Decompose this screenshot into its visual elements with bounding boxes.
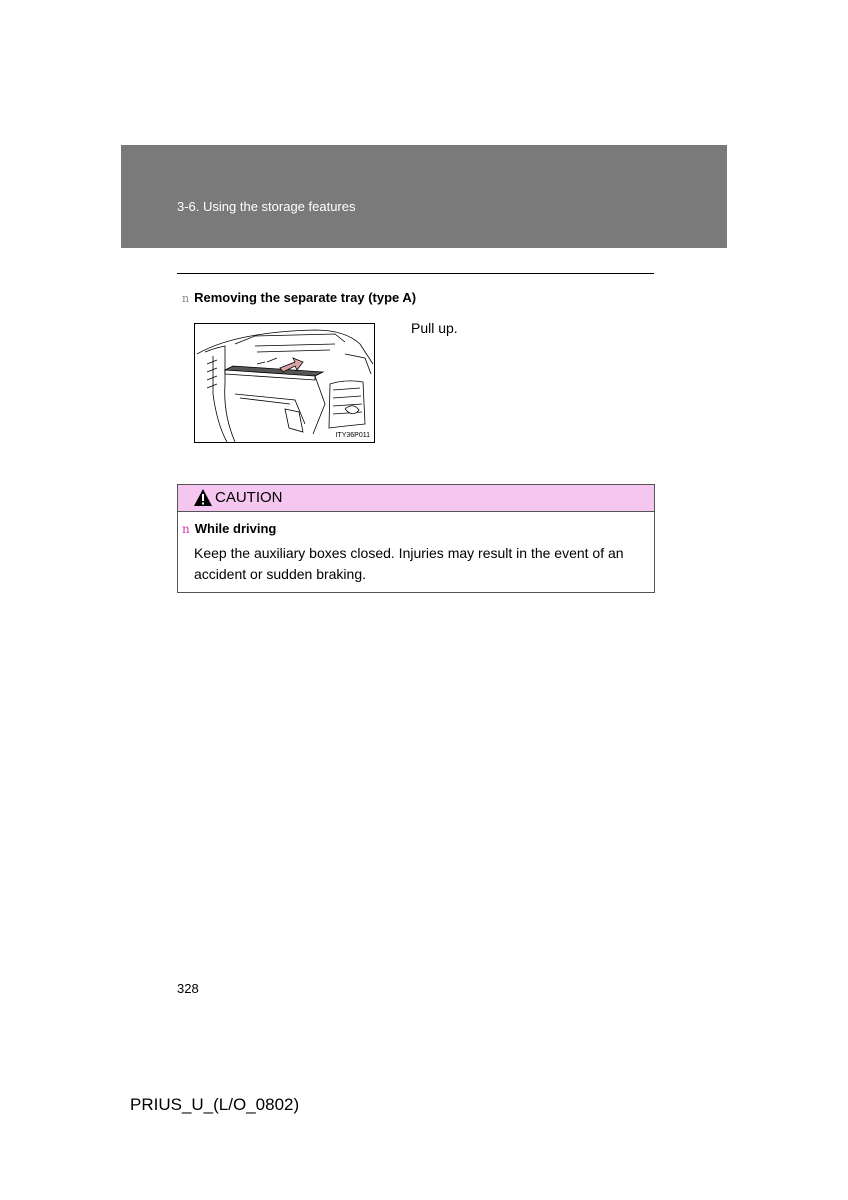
caution-header — [178, 485, 654, 512]
caution-body-text: Keep the auxiliary boxes closed. Injuries may result in the event of an accident or sudden braking. — [194, 545, 624, 582]
section-heading — [182, 290, 416, 305]
section-divider — [177, 273, 654, 274]
figure-code: ITY36P011 — [335, 432, 370, 439]
section-heading-text: Removing the separate tray (type A) — [194, 290, 417, 305]
section-title: 3-6. Using the storage features — [177, 199, 356, 214]
instruction-text: Pull up. — [411, 320, 458, 336]
tray-drawing — [195, 324, 375, 443]
header-band — [121, 145, 727, 248]
warning-triangle-icon — [193, 488, 213, 507]
caution-subheading — [182, 521, 276, 536]
tray-illustration — [194, 323, 375, 443]
caution-label: CAUTION — [215, 489, 283, 506]
page-number: 328 — [177, 981, 199, 996]
caution-box — [177, 484, 655, 593]
bullet-icon: n — [182, 522, 190, 536]
bullet-icon: n — [182, 292, 190, 305]
caution-subheading-text: While driving — [194, 521, 277, 536]
document-code: PRIUS_U_(L/O_0802) — [130, 1095, 300, 1114]
